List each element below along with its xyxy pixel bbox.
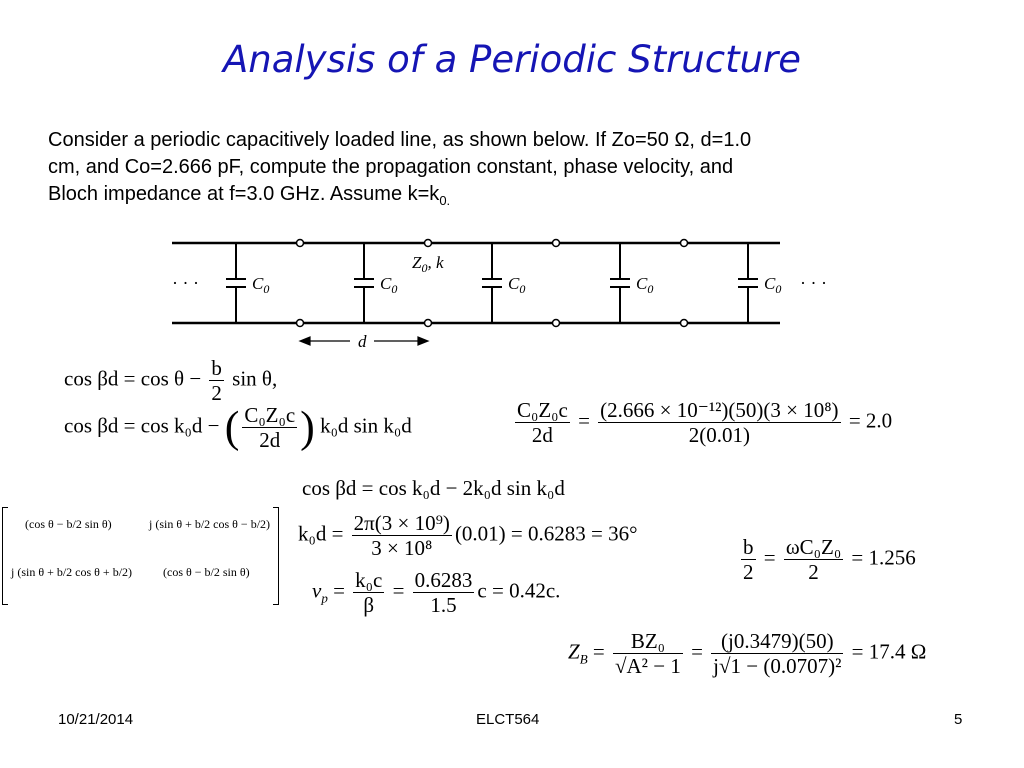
eq1-tail: sin θ, — [232, 366, 278, 391]
problem-line-1: Consider a periodic capacitively loaded line, as shown below. If Zo=50 Ω, d=1.0 — [48, 129, 752, 151]
vp-result: c = 0.42c. — [477, 578, 561, 603]
matrix-a21: j (sin θ + b/2 cos θ + b/2) — [11, 565, 133, 579]
cap-label: $C_0$ — [508, 274, 526, 296]
footer-course: ELCT564 — [476, 711, 540, 728]
equation-bloch-impedance: $Z_B$ = $\frac{\text{BZ₀}}{\text{√A² − 1}}$ = $\frac{(j0.3479)(50)}{\text{j√1 − (0.0707)²}}$ = 17.4 Ω — [568, 629, 927, 678]
fraction: $\frac{\text{k₀c}}{\beta}$ — [355, 568, 383, 617]
fraction: $\frac{\text{BZ₀}}{\text{√A² − 1}}$ — [614, 629, 681, 678]
spacing-label: d — [358, 332, 367, 351]
footer-date: 10/21/2014 — [58, 711, 134, 728]
fraction: $\frac{b}{2}$ — [211, 356, 222, 405]
eq2-lhs: cos βd = cos k₀d − — [64, 413, 220, 438]
problem-statement — [48, 127, 988, 214]
fraction: $\frac{(j0.3479)(50)}{\text{j√1 − (0.0707)²}}$ — [713, 629, 842, 678]
periodic-line-circuit — [160, 232, 860, 352]
line-label: $Z_0$, k — [412, 253, 444, 275]
equation-cos-theta — [64, 356, 277, 405]
fraction: $\frac{\text{C₀Z₀c}}{2d}$ — [517, 398, 568, 447]
fraction: $\frac{\text{C₀Z₀c}}{2d}$ — [244, 403, 296, 452]
fraction: $\frac{0.6283}{1.5}$ — [414, 568, 473, 617]
cap-label: $C_0$ — [252, 274, 270, 296]
slide-title: Analysis of a Periodic Structure — [222, 38, 802, 81]
matrix-a12: j (sin θ + b/2 cos θ − b/2) — [149, 517, 271, 531]
fraction: $\frac{\text{2π(3 × 10⁹)}}{\text{3 × 10⁸}}$ — [353, 511, 450, 560]
equation-k0d — [298, 511, 638, 560]
k0d-lhs: k₀d = — [298, 521, 344, 546]
problem-line-3-text: Bloch impedance at f=3.0 GHz. Assume k=k — [48, 183, 440, 205]
dots-left: · · · — [172, 273, 199, 293]
cap-label: $C_0$ — [636, 274, 654, 296]
equation-phase-velocity: $v_p$ = $\frac{\text{k₀c}}{\beta}$ = $\frac{0.6283}{1.5}$ c = 0.42c. — [312, 568, 561, 617]
coefficient-result: = 2.0 — [848, 408, 893, 433]
k0d-tail: (0.01) = 0.6283 = 36° — [454, 521, 638, 546]
problem-line-3-sub: 0. — [439, 193, 451, 208]
eq1-lhs: cos βd = cos θ − — [64, 366, 202, 391]
footer-page-number: 5 — [954, 711, 963, 728]
matrix-a22: (cos θ − b/2 sin θ) — [163, 565, 250, 579]
equation-cos-k0d: cos βd = cos k₀d − ( $\frac{\text{C₀Z₀c}}{2d}$ ) k₀d sin k₀d — [64, 402, 412, 452]
matrix-a11: (cos θ − b/2 sin θ) — [25, 517, 112, 531]
equation-b-over-2: $\frac{b}{2}$ = $\frac{\text{ωC₀Z₀}}{2}$ = 1.256 — [743, 535, 916, 584]
cap-label: $C_0$ — [380, 274, 398, 296]
eq2-tail: k₀d sin k₀d — [320, 413, 412, 438]
equation-cos-result: cos βd = cos k₀d − 2k₀d sin k₀d — [302, 476, 565, 500]
b2-result: = 1.256 — [851, 545, 916, 570]
zb-result: = 17.4 Ω — [851, 639, 927, 664]
fraction: $\frac{\text{(2.666 × 10⁻¹²)(50)(3 × 10⁸)}}{2(0.01)}$ — [600, 398, 839, 447]
problem-line-2: cm, and Co=2.666 pF, compute the propagation constant, phase velocity, and — [48, 156, 734, 178]
fraction: $\frac{b}{2}$ — [743, 535, 754, 584]
dots-right: · · · — [800, 273, 827, 293]
fraction: $\frac{\text{ωC₀Z₀}}{2}$ — [785, 535, 842, 584]
problem-line-3 — [48, 181, 988, 214]
abcd-matrix — [2, 507, 279, 605]
equation-coefficient: $\frac{\text{C₀Z₀c}}{2d}$ = $\frac{\text{(2.666 × 10⁻¹²)(50)(3 × 10⁸)}}{2(0.01)}$ = 2.0 — [517, 398, 893, 447]
cap-label: $C_0$ — [764, 274, 782, 296]
